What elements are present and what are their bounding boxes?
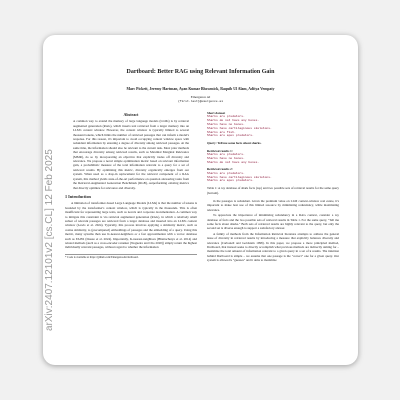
abstract-heading: Abstract: [123, 112, 139, 117]
table-1: [207, 111, 339, 195]
short-dataset-heading: Short dataset: [207, 111, 226, 115]
short-dataset-item: Sharks have no bones.: [207, 123, 245, 126]
short-dataset-item: Sharks have cartilaginous skeletons.: [207, 126, 272, 130]
retrieval-result-item: Sharks have cartilaginous skeletons.: [207, 175, 272, 179]
author-email: {first.last}@emergence.ai: [177, 100, 223, 103]
retrieval-result-item: Sharks are apex predators.: [207, 179, 254, 183]
table-caption: Table 1: A toy database of shark facts (top) and two possible sets of retrieval results for the same query (bottom).: [207, 186, 339, 195]
short-dataset-item: Sharks do not have any bones.: [207, 119, 260, 123]
body-paragraph: in the passages is redundant. Given the premium value on LLM context-window real estate, it's important to make best use of this limited resource by minimizing redundancy, while maximizing relevance.: [207, 199, 339, 212]
retrieval-result-item: Sharks are predators.: [207, 153, 245, 156]
abstract-text: A common way to extend the memory of large language models (LLMs) is by retrieval augmented generation (RAG), which inserts text retrieved from a larger memory into an LLM's context window. However, the context window is typically limited to several thousand tokens, which limits the number of retrieved passages that can inform a model's response. For this reason, it's important to avoid occupying context window space with redundant information by ensuring a degree of diversity among retrieved passages. At the same time, the information should also be relevant to the current task. Most prior methods that encourage diversity among retrieved results, such as Maximal Marginal Relevance (MMR), do so by incorporating an objective that explicitly trades off diversity and relevance. We propose a novel simple optimization metric based on relevant information gain, a probabilistic measure of the total information relevant to a query for a set of retrieved results. By optimizing this metric, diversity organically emerges from our system. When used as a drop-in replacement for the retrieval component of a RAG system, this method yields state-of-the-art performance on question answering tasks from the Retrieval-Augmented Generation Benchmark (RGB), outperforming existing metrics that directly optimize for relevance and diversity.: [73, 119, 189, 190]
retrieval-results-2-heading: Retrieval results 2:: [207, 167, 233, 172]
arxiv-identifier: arXiv:2407.12101v2 [cs.CL] 12 Feb 2025: [44, 149, 55, 331]
short-dataset-item: Sharks are apex predators.: [207, 134, 254, 138]
author-list: Marc Pickett, Jeremy Hartman, Ayan Kumar Bhowmick, Raquib Ul Alam, Aditya Vempaty: [126, 87, 275, 91]
retrieval-result-item: Sharks have no bones.: [207, 156, 245, 160]
left-column: [65, 113, 197, 260]
body-paragraph: To appreciate the importance of minimizing redundancy in a RAG context, consider a toy database of facts and the two possible sets of retrieval results in Table 1. For the same query, "Tell me some facts about sharks." Both sets of retrieved results are highly relevant to the query, but only the second set is diverse enough to support a satisfactory answer.: [207, 213, 339, 231]
right-column: [207, 111, 339, 264]
query-text: Query: Tell me some facts about sharks.: [207, 141, 262, 146]
retrieval-result-item: Sharks are predators.: [207, 171, 245, 175]
body-paragraph: A family of methods from the Information Retrieval literature attempts to address the general issue of diversity in retrieved results by introducing a measure that explicitly balances diversity and relevance (Carbonell and Goldstein 1998). In this paper, we propose a more principled method, Dartboard, that instead seeks to directly accomplish what previous methods are indirectly aiming for – maximize the total amount of information relevant to a given query in a set of k results. The intuition behind Dartboard is simple – we assume that one passage is the "correct" one for a given query. Our system is allowed k "guesses" and it aims to maximize: [207, 231, 339, 263]
retrieval-results-1-heading: Retrieval results 1:: [207, 148, 233, 153]
paper-title: Dartboard: Better RAG using Relevant Information Gain: [126, 69, 275, 75]
introduction-text: A limitation of transformer-based Large Language Models (LLMs) is that the number of tokens is bounded by the transformer's context window, which is typically in the thousands. This is often insufficient for representing large texts, such as novels and corporate documentation. A common way to mitigate this constraint is via retrieval augmented generation (RAG), in which a relatively small subset of relevant passages are retrieved from a larger database and inserted into an LLM's context window (Lewis et al. 2024). Typically, this process involves applying a similarity metric, such as cosine similarity, to (precomputed) embeddings of passages and the embedding of a query. Using this metric, many systems then use K-nearest-neighbors or a fast approximation with a vector database such as FAISS (Douze et al. 2024). Importantly, K-nearest-neighbors (Bhattacharya et al. 2014) and related methods (such as a cross-encoder reranker (Nogueira and Cho 2020)) simply return the highest individually relevant passages, without regard to whether the information: [65, 201, 197, 250]
introduction-heading: 1 Introduction: [65, 193, 91, 199]
short-dataset-item: Sharks are fish.: [207, 130, 236, 134]
footnote: * Code is available at https://github.com/EmergenceAI/dartboard.: [65, 254, 197, 260]
short-dataset-item: Sharks are predators.: [207, 115, 245, 119]
affiliation: Emergence AI: [190, 95, 211, 99]
retrieval-result-item: Sharks do not have any bones.: [207, 160, 260, 164]
paper-page: [43, 35, 358, 365]
